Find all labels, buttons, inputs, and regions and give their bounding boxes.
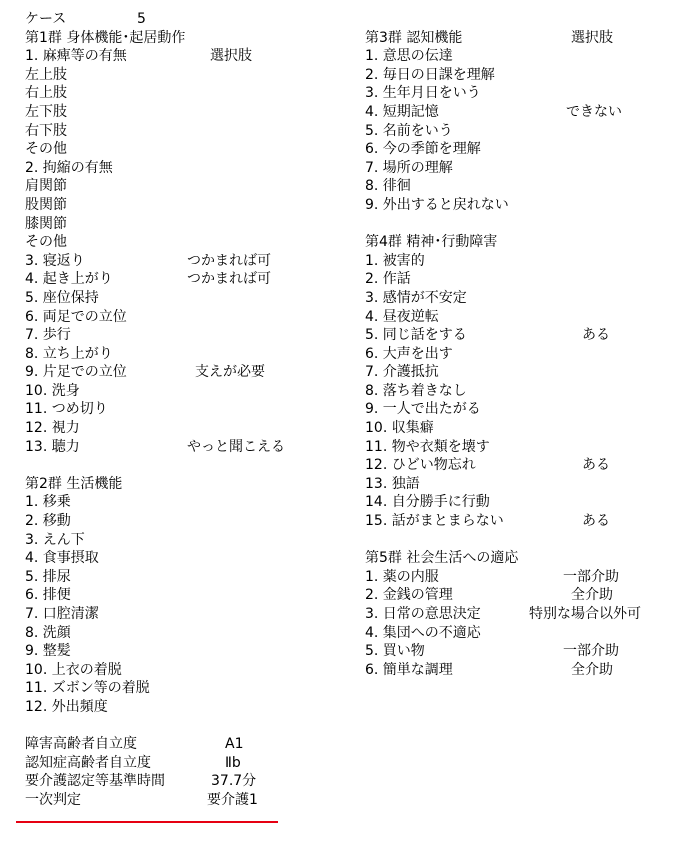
group1-item: 11. つめ切り	[25, 401, 108, 418]
left-column	[25, 10, 345, 810]
group3-item: 1. 意思の伝達	[365, 48, 453, 65]
group3-item: 4. 短期記憶 できない	[365, 103, 622, 120]
group1-item: 6. 両足での立位	[25, 308, 127, 325]
group1-item: 4. 起き上がり つかまれば可	[25, 271, 271, 288]
group3-item: 5. 名前をいう	[365, 122, 453, 139]
group4-item: 6. 大声を出す	[365, 345, 453, 362]
group5-item: 1. 薬の内服 一部介助	[365, 568, 619, 585]
group1-item: 10. 洗身	[25, 382, 80, 399]
group4-item: 8. 落ち着きなし	[365, 382, 467, 399]
group3-item: 3. 生年月日をいう	[365, 85, 481, 102]
group2-item: 8. 洗顔	[25, 624, 71, 641]
paralysis-part: その他	[25, 141, 67, 158]
paralysis-part: 左下肢	[25, 103, 67, 120]
group4-item: 11. 物や衣類を壊す	[365, 438, 490, 455]
standard-time: 要介護認定等基準時間 37.7分	[25, 773, 257, 790]
group5-item: 3. 日常の意思決定 特別な場合以外可	[365, 606, 641, 622]
group3-item: 7. 場所の理解	[365, 159, 453, 176]
group3-heading: 第3群 認知機能 選択肢	[365, 29, 613, 46]
group4-item: 7. 介護抵抗	[365, 364, 439, 381]
group1-item-1: 1. 麻痺等の有無 選択肢	[25, 48, 252, 65]
group4-item: 15. 話がまとまらない ある	[365, 513, 610, 530]
group2-item: 1. 移乗	[25, 494, 71, 511]
group3-item: 6. 今の季節を理解	[365, 141, 481, 158]
primary-judgment: 一次判定 要介護1	[25, 791, 258, 808]
group5-item: 5. 買い物 一部介助	[365, 643, 619, 660]
group5-item: 6. 簡単な調理 全介助	[365, 661, 613, 678]
group2-item: 9. 整髪	[25, 643, 71, 660]
contracture-part: 肩関節	[25, 178, 67, 195]
group1-item: 13. 聴力 やっと聞こえる	[25, 438, 285, 455]
contracture-part: 股関節	[25, 196, 67, 213]
group2-item: 2. 移動	[25, 513, 71, 530]
contracture-part: 膝関節	[25, 215, 67, 232]
contracture-part: その他	[25, 234, 67, 251]
group3-item: 8. 徘徊	[365, 178, 411, 195]
group4-item: 10. 収集癖	[365, 420, 434, 437]
group2-item: 6. 排便	[25, 587, 71, 604]
group5-heading: 第5群 社会生活への適応	[365, 550, 519, 567]
red-underline	[16, 821, 278, 823]
group1-item: 5. 座位保持	[25, 289, 99, 306]
group4-item: 4. 昼夜逆転	[365, 308, 439, 325]
paralysis-part: 左上肢	[25, 66, 67, 83]
group1-item: 3. 寝返り つかまれば可	[25, 252, 271, 269]
case-number: 5	[137, 11, 146, 27]
group4-item: 13. 独語	[365, 475, 420, 492]
group2-item: 5. 排尿	[25, 568, 71, 585]
group4-item: 12. ひどい物忘れ ある	[365, 457, 610, 474]
disability-independence: 障害高齢者自立度 A1	[25, 736, 244, 753]
group4-item: 9. 一人で出たがる	[365, 401, 481, 418]
group3-item: 9. 外出すると戻れない	[365, 196, 509, 213]
group1-item: 8. 立ち上がり	[25, 345, 113, 362]
paralysis-part: 右下肢	[25, 122, 67, 139]
case-label: ケース	[25, 11, 67, 27]
group2-heading: 第2群 生活機能	[25, 475, 123, 492]
group1-item: 12. 視力	[25, 420, 80, 437]
group4-item: 14. 自分勝手に行動	[365, 494, 490, 511]
group2-item: 7. 口腔清潔	[25, 606, 99, 622]
group1-item-2: 2. 拘縮の有無	[25, 159, 113, 176]
group4-item: 1. 被害的	[365, 252, 425, 269]
group4-heading: 第4群 精神･行動障害	[365, 234, 498, 251]
group1-item: 7. 歩行	[25, 327, 71, 344]
case-line	[25, 10, 345, 29]
group4-item: 2. 作話	[365, 271, 411, 288]
group2-item: 12. 外出頻度	[25, 698, 108, 715]
paralysis-part: 右上肢	[25, 85, 67, 102]
group5-item: 2. 金銭の管理 全介助	[365, 587, 613, 604]
group1-heading: 第1群 身体機能･起居動作	[25, 29, 186, 46]
group2-item: 4. 食事摂取	[25, 550, 99, 567]
group1-item: 9. 片足での立位 支えが必要	[25, 364, 265, 381]
group4-item: 5. 同じ話をする ある	[365, 327, 610, 344]
dementia-independence: 認知症高齢者自立度 Ⅱb	[25, 754, 241, 771]
group2-item: 3. えん下	[25, 531, 85, 548]
right-column	[365, 29, 670, 680]
group5-item: 4. 集団への不適応	[365, 624, 481, 641]
group2-item: 10. 上衣の着脱	[25, 661, 122, 678]
group2-item: 11. ズボン等の着脱	[25, 680, 150, 697]
group4-item: 3. 感情が不安定	[365, 289, 467, 306]
group3-item: 2. 毎日の日課を理解	[365, 66, 495, 83]
